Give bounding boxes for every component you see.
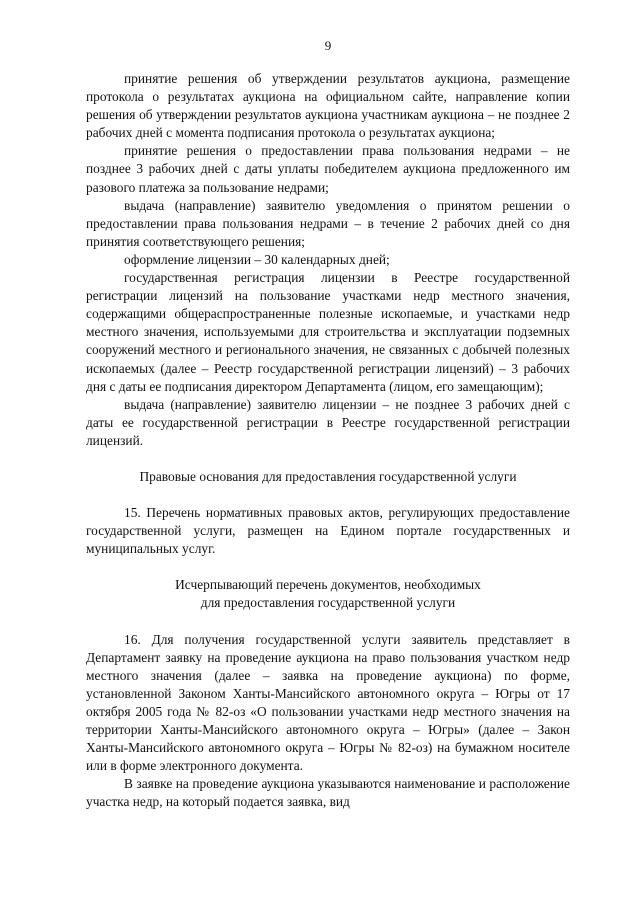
list-item-approve-results: принятие решения об утверждении результатов аукциона, размещение протокола о результатах аукциона на официальном сайте, направление копии решения об утверждении результатов аукциона участникам аукциона – не позднее 2 рабочих дней с момента подписания протокола о результатах аукциона; [86,71,570,141]
paragraph-16: 16. Для получения государственной услуги заявитель представляет в Департамент заявку на проведение аукциона на право пользования участком недр местного значения (далее – заявка на проведение аукциона) по форме, установленной Законом Ханты-Мансийского автономного округа – Югры от 17 октября 2005 года № 82-оз «О пользовании участками недр местного значения на территории Ханты-Мансийского автономного округа – Югры» (далее – Закон Ханты-Мансийского автономного округа – Югры № 82-оз) на бумажном носителе или в форме электронного документа. [86,631,570,774]
heading-legal-basis: Правовые основания для предоставления государственной услуги [139,468,517,484]
paragraph-15: 15. Перечень нормативных правовых актов, регулирующих предоставление государственной услуги, размещен на Едином портале государственных и муниципальных услуг. [86,505,570,557]
paragraph-application-contents: В заявке на проведение аукциона указываются наименование и расположение участка недр, на который подается заявка, вид [86,776,570,810]
list-item-license-issue: оформление лицензии – 30 календарных дней; [124,251,390,267]
heading-documents-line2: для предоставления государственной услуги [200,595,456,611]
heading-documents-line1: Исчерпывающий перечень документов, необходимых [175,577,481,593]
page-number: 9 [324,38,332,53]
list-item-notify-applicant: выдача (направление) заявителю уведомления о принятом решении о предоставлении права пользования недрами – в течение 2 рабочих дней со дня принятия соответствующего решения; [86,197,570,249]
list-item-state-registration: государственная регистрация лицензии в Реестре государственной регистрации лицензий на пользование участками недр местного значения, содержащими общераспространенные полезные ископаемые, и участками недр местного значения, используемыми для строительства и эксплуатации подземных сооружений местного и регионального значения, не связанных с добычей полезных ископаемых (далее – Реестр государственной регистрации лицензий) – 3 рабочих дня с даты ее подписания директором Департамента (лицом, его замещающим); [86,270,570,394]
list-item-deliver-license: выдача (направление) заявителю лицензии – не позднее 3 рабочих дней с даты ее государственной регистрации в Реестре государственной регистрации лицензий. [86,396,570,448]
list-item-grant-right: принятие решения о предоставлении права пользования недрами – не позднее 3 рабочих дней с даты уплаты победителем аукциона предложенного им разового платежа за пользование недрами; [86,143,570,195]
